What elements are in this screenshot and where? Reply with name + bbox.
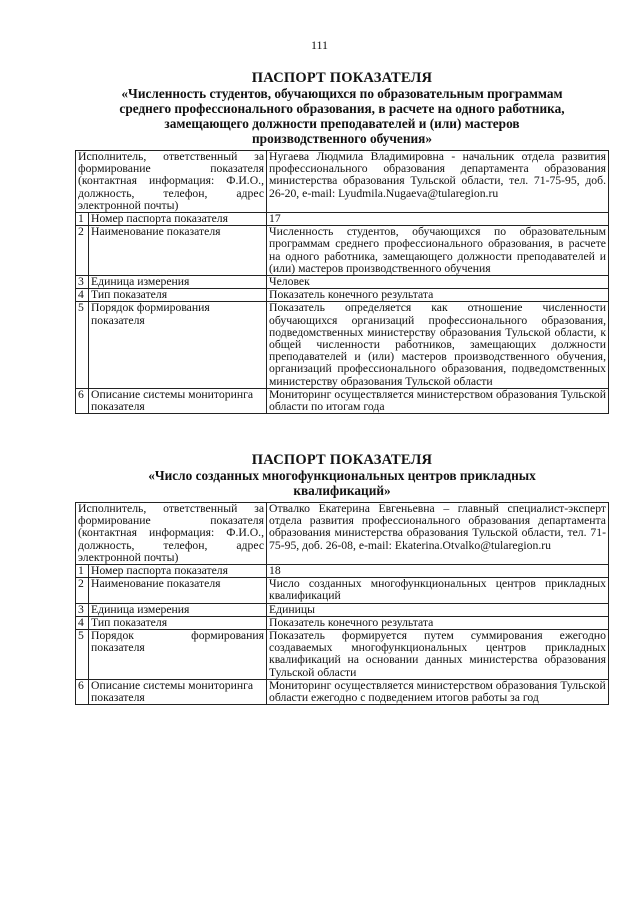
row-value: 18 bbox=[267, 565, 609, 578]
table-row bbox=[76, 388, 609, 413]
row-value: Показатель формируется путем суммирования ежегодно создаваемых многофункциональных центров прикладных квалификаций на основании данных министерства образования Тульской области bbox=[267, 630, 609, 680]
row-label: Порядок формирования показателя bbox=[89, 630, 267, 680]
row-label: Тип показателя bbox=[89, 616, 267, 629]
passport-subtitle bbox=[63, 86, 621, 146]
table-row bbox=[76, 302, 609, 388]
row-number: 3 bbox=[76, 603, 89, 616]
row-value: Человек bbox=[267, 276, 609, 289]
row-value: Численность студентов, обучающихся по образовательным программам среднего профессионального образования, в расчете на одного работника, замещающего должности преподавателей и (или) мастеров производственного обучения bbox=[267, 226, 609, 276]
table-row bbox=[76, 226, 609, 276]
row-number: 5 bbox=[76, 302, 89, 388]
row-label: Описание системы мониторинга показателя bbox=[89, 388, 267, 413]
row-label: Описание системы мониторинга показателя bbox=[89, 679, 267, 704]
row-value: Показатель определяется как отношение численности обучающихся организаций профессионального образования, подведомственных министерству образования Тульской области, к общей численности работников, замещающих должности преподавателей и (или) мастеров производственного обучения, организаций профессионального образования, подведомственных министерству образования Тульской области bbox=[267, 302, 609, 388]
executor-label: Исполнитель, ответственный за формирование показателя (контактная информация: Ф.И.О., должность, телефон, адрес электронной почты) bbox=[76, 151, 267, 213]
row-label: Наименование показателя bbox=[89, 578, 267, 603]
subtitle-line: производственного обучения» bbox=[252, 131, 432, 146]
executor-label: Исполнитель, ответственный за формирование показателя (контактная информация: Ф.И.О., должность, телефон, адрес электронной почты) bbox=[76, 503, 267, 565]
row-value: Мониторинг осуществляется министерством образования Тульской области по итогам года bbox=[267, 388, 609, 413]
table-row bbox=[76, 679, 609, 704]
row-number: 4 bbox=[76, 616, 89, 629]
table-row bbox=[76, 289, 609, 302]
row-number: 1 bbox=[76, 565, 89, 578]
row-label: Номер паспорта показателя bbox=[89, 213, 267, 226]
row-label: Единица измерения bbox=[89, 603, 267, 616]
row-number: 3 bbox=[76, 276, 89, 289]
row-number: 2 bbox=[76, 578, 89, 603]
row-number: 1 bbox=[76, 213, 89, 226]
row-number: 4 bbox=[76, 289, 89, 302]
row-label: Тип показателя bbox=[89, 289, 267, 302]
row-value: Показатель конечного результата bbox=[267, 616, 609, 629]
table-row bbox=[76, 630, 609, 680]
row-number: 2 bbox=[76, 226, 89, 276]
passport-subtitle bbox=[63, 468, 621, 498]
subtitle-line: «Численность студентов, обучающихся по образовательным программам bbox=[121, 86, 563, 101]
table-row bbox=[76, 578, 609, 603]
passport-table bbox=[75, 502, 609, 705]
passport-title: ПАСПОРТ ПОКАЗАТЕЛЯ bbox=[251, 70, 433, 86]
table-row bbox=[76, 616, 609, 629]
page-number: 111 bbox=[310, 38, 329, 52]
passport-section-17 bbox=[75, 70, 609, 414]
row-number: 6 bbox=[76, 388, 89, 413]
executor-value: Нугаева Людмила Владимировна - начальник отдела развития профессионального образования департамента образования министерства образования Тульской области, тел. 71-75-95, доб. 26-20, e-mail: Lyudmila.Nugaeva@tularegion.ru bbox=[267, 151, 609, 213]
executor-value: Отвалко Екатерина Евгеньевна – главный специалист-эксперт отдела развития профессионального образования департамента образования министерства образования Тульской области, тел. 71-75-95, доб. 26-08, e-mail: Ekaterina.Otvalko@tularegion.ru bbox=[267, 503, 609, 565]
subtitle-line: квалификаций» bbox=[293, 483, 391, 498]
subtitle-line: среднего профессионального образования, в расчете на одного работника, bbox=[119, 101, 565, 116]
table-row bbox=[76, 565, 609, 578]
row-number: 6 bbox=[76, 679, 89, 704]
executor-row bbox=[76, 151, 609, 213]
table-row bbox=[76, 603, 609, 616]
executor-row bbox=[76, 503, 609, 565]
row-value: Единицы bbox=[267, 603, 609, 616]
row-value: 17 bbox=[267, 213, 609, 226]
passport-title: ПАСПОРТ ПОКАЗАТЕЛЯ bbox=[251, 452, 433, 468]
subtitle-line: «Число созданных многофункциональных центров прикладных bbox=[148, 468, 536, 483]
passport-table bbox=[75, 150, 609, 414]
row-value: Число созданных многофункциональных центров прикладных квалификаций bbox=[267, 578, 609, 603]
row-value: Показатель конечного результата bbox=[267, 289, 609, 302]
table-row bbox=[76, 276, 609, 289]
row-number: 5 bbox=[76, 630, 89, 680]
subtitle-line: замещающего должности преподавателей и (или) мастеров bbox=[164, 116, 520, 131]
row-value: Мониторинг осуществляется министерством образования Тульской области ежегодно с подведением итогов работы за год bbox=[267, 679, 609, 704]
passport-section-18 bbox=[75, 452, 609, 705]
table-row bbox=[76, 213, 609, 226]
row-label: Наименование показателя bbox=[89, 226, 267, 276]
row-label: Порядок формирования показателя bbox=[89, 302, 267, 388]
row-label: Единица измерения bbox=[89, 276, 267, 289]
row-label: Номер паспорта показателя bbox=[89, 565, 267, 578]
